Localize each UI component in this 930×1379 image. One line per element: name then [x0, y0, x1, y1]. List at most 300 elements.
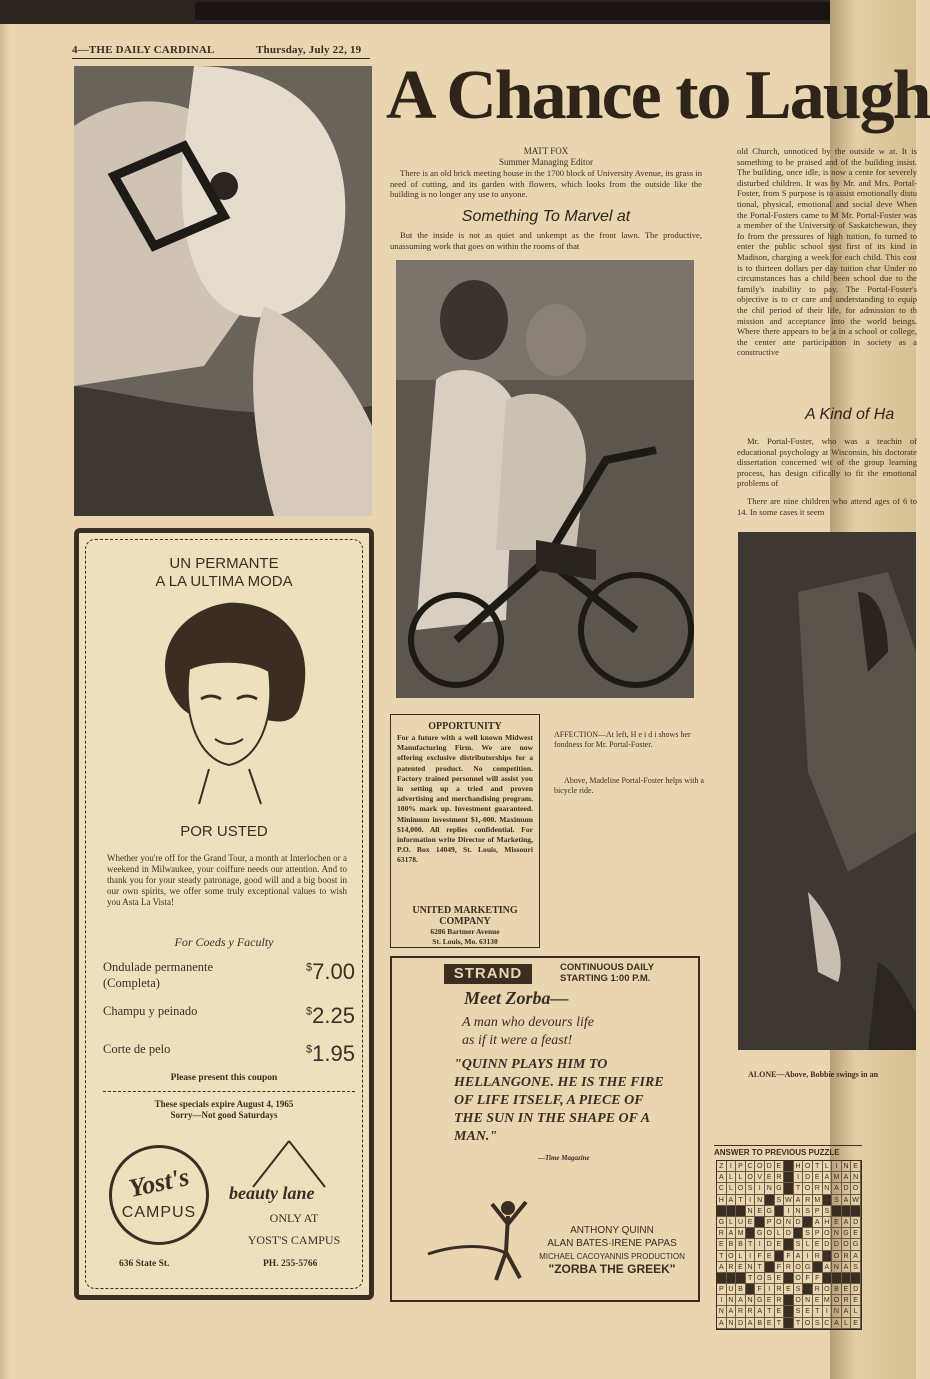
article-headline: A Chance to Laugh: [386, 57, 930, 134]
puzzle-cell: D: [851, 1217, 861, 1228]
ad1-headline-line2: A LA ULTIMA MODA: [155, 573, 293, 590]
article-intro: There is an old brick meeting house in the 1700 block of University Avenue, its grass in need of cutting, and its garden with flowers, which looks from the outside like the building is no longer any use to anyone.: [390, 168, 702, 200]
puzzle-cell: [784, 1318, 794, 1329]
puzzle-cell: T: [746, 1273, 756, 1284]
puzzle-cell: S: [765, 1273, 775, 1284]
puzzle-cell: N: [727, 1295, 737, 1306]
puzzle-cell: I: [803, 1251, 813, 1262]
beauty-lane-triangle-icon: [249, 1139, 329, 1189]
puzzle-cell: A: [794, 1251, 804, 1262]
puzzle-cell: S: [794, 1284, 804, 1295]
puzzle-cell: O: [803, 1161, 813, 1172]
puzzle-cell: E: [775, 1161, 785, 1172]
puzzle-cell: [717, 1206, 727, 1217]
puzzle-cell: I: [727, 1161, 737, 1172]
ad1-headline: [79, 555, 369, 591]
price-label: Ondulade permanente (Completa): [103, 960, 214, 990]
puzzle-cell: G: [775, 1183, 785, 1194]
puzzle-cell: A: [832, 1183, 842, 1194]
puzzle-cell: S: [832, 1195, 842, 1206]
puzzle-cell: D: [823, 1239, 833, 1250]
puzzle-cell: L: [727, 1172, 737, 1183]
puzzle-cell: O: [823, 1228, 833, 1239]
puzzle-cell: A: [727, 1306, 737, 1317]
puzzle-cell: O: [832, 1251, 842, 1262]
puzzle-cell: E: [765, 1172, 775, 1183]
puzzle-cell: N: [746, 1262, 756, 1273]
puzzle-cell: D: [765, 1239, 775, 1250]
puzzle-cell: T: [813, 1306, 823, 1317]
puzzle-cell: R: [775, 1284, 785, 1295]
ad1-headline-line1: UN PERMANTE: [169, 555, 279, 572]
puzzle-cell: E: [851, 1228, 861, 1239]
puzzle-cell: N: [746, 1206, 756, 1217]
puzzle-cell: O: [794, 1273, 804, 1284]
puzzle-cell: A: [746, 1318, 756, 1329]
puzzle-cell: A: [727, 1228, 737, 1239]
puzzle-cell: F: [784, 1251, 794, 1262]
subhead-kind: A Kind of Ha: [805, 406, 895, 423]
puzzle-cell: [727, 1273, 737, 1284]
puzzle-cell: D: [842, 1183, 852, 1194]
puzzle-cell: E: [717, 1239, 727, 1250]
puzzle-cell: [784, 1239, 794, 1250]
puzzle-cell: [842, 1206, 852, 1217]
photo-swing: [738, 532, 916, 1050]
puzzle-cell: R: [813, 1284, 823, 1295]
opp-address: [391, 927, 539, 947]
puzzle-cell: S: [813, 1318, 823, 1329]
puzzle-cell: H: [794, 1161, 804, 1172]
puzzle-cell: E: [813, 1172, 823, 1183]
puzzle-cell: E: [813, 1295, 823, 1306]
opp-company: [391, 905, 539, 927]
puzzle-cell: A: [717, 1172, 727, 1183]
puzzle-cell: E: [775, 1306, 785, 1317]
crossword-grid: [716, 1160, 862, 1330]
photo-affection: [74, 66, 372, 516]
puzzle-cell: M: [832, 1172, 842, 1183]
puzzle-cell: F: [803, 1273, 813, 1284]
puzzle-cell: E: [765, 1251, 775, 1262]
puzzle-cell: F: [775, 1262, 785, 1273]
puzzle-cell: N: [832, 1306, 842, 1317]
puzzle-cell: R: [746, 1306, 756, 1317]
puzzle-cell: [775, 1251, 785, 1262]
expire-line1: These specials expire August 4, 1965: [154, 1099, 294, 1109]
puzzle-cell: E: [736, 1262, 746, 1273]
puzzle-cell: [765, 1195, 775, 1206]
puzzle-cell: D: [851, 1284, 861, 1295]
ad1-for-line: For Coeds y Faculty: [174, 935, 274, 949]
puzzle-cell: [832, 1206, 842, 1217]
issue-date: Thursday, July 22, 19: [256, 44, 362, 56]
puzzle-cell: N: [851, 1172, 861, 1183]
puzzle-cell: I: [755, 1183, 765, 1194]
coupon-divider: [103, 1091, 355, 1092]
strand-showtimes: [560, 962, 654, 984]
puzzle-cell: E: [851, 1161, 861, 1172]
puzzle-cell: V: [755, 1172, 765, 1183]
caption-affection: AFFECTION—At left, H e i d i shows her fondness for Mr. Portal-Foster.: [554, 730, 691, 749]
puzzle-cell: I: [755, 1239, 765, 1250]
puzzle-cell: E: [746, 1217, 756, 1228]
puzzle-cell: E: [851, 1295, 861, 1306]
puzzle-cell: [823, 1251, 833, 1262]
puzzle-cell: N: [717, 1306, 727, 1317]
price-label: Champu y peinado: [103, 1004, 198, 1018]
puzzle-cell: [784, 1306, 794, 1317]
puzzle-cell: I: [823, 1306, 833, 1317]
puzzle-cell: R: [736, 1306, 746, 1317]
puzzle-cell: D: [784, 1228, 794, 1239]
opp-address-line2: St. Louis, Mo. 63130: [432, 937, 498, 946]
puzzle-cell: [832, 1273, 842, 1284]
puzzle-cell: R: [775, 1295, 785, 1306]
puzzle-cell: E: [775, 1239, 785, 1250]
price-value: $1.95: [306, 1041, 355, 1066]
puzzle-cell: L: [727, 1183, 737, 1194]
puzzle-cell: U: [736, 1217, 746, 1228]
puzzle-cell: [784, 1183, 794, 1194]
puzzle-cell: L: [851, 1306, 861, 1317]
puzzle-cell: R: [717, 1228, 727, 1239]
puzzle-title: ANSWER TO PREVIOUS PUZZLE: [714, 1145, 862, 1157]
puzzle-cell: S: [794, 1239, 804, 1250]
puzzle-cell: [727, 1206, 737, 1217]
puzzle-cell: R: [803, 1195, 813, 1206]
ad-strand-zorba: [390, 956, 700, 1302]
puzzle-cell: L: [803, 1239, 813, 1250]
byline-name: MATT FOX: [523, 146, 569, 156]
strand-tagline-line1: A man who devours life: [462, 1015, 594, 1030]
puzzle-cell: R: [842, 1295, 852, 1306]
puzzle-cell: A: [717, 1262, 727, 1273]
caption-alone: ALONE—Above, Bobbie swings in an: [748, 1070, 879, 1079]
opp-text: For a future with a well known Midwest Manufacturing Firm. We are now offering exclusive distributorships for a patented product. No competition. Factory trained personnel will assist you in setting up a tried and proven advertising and merchandising program. 100% mark up. Investment guaranteed. Minimum investment $1,-000. Maximum $14,000. All replies confidential. For information write Director of Marketing, P.O. Box 14049, St. Louis, Missouri 63178.: [397, 733, 533, 865]
puzzle-cell: I: [717, 1295, 727, 1306]
puzzle-cell: G: [803, 1262, 813, 1273]
puzzle-cell: N: [823, 1183, 833, 1194]
puzzle-cell: [736, 1206, 746, 1217]
puzzle-cell: E: [765, 1295, 775, 1306]
strand-quote: "QUINN PLAYS HIM TO HELLANGONE. HE IS THE FIRE OF LIFE ITSELF, A PIECE OF THE SUN IN THE SHAPE OF A MAN.": [454, 1057, 664, 1144]
strand-showtimes-line1: CONTINUOUS DAILY: [560, 962, 655, 973]
puzzle-cell: A: [851, 1251, 861, 1262]
puzzle-cell: I: [784, 1206, 794, 1217]
puzzle-cell: P: [765, 1217, 775, 1228]
puzzle-cell: [784, 1161, 794, 1172]
puzzle-cell: [851, 1206, 861, 1217]
strand-meet: Meet Zorba—: [464, 988, 569, 1008]
puzzle-cell: O: [775, 1217, 785, 1228]
article-para2: But the inside is not as quiet and unkempt as the front lawn. The productive, unassuming work that goes on within the rooms of that: [390, 230, 702, 251]
puzzle-cell: B: [736, 1239, 746, 1250]
opp-company-line1: UNITED MARKETING: [412, 905, 518, 916]
puzzle-cell: [765, 1262, 775, 1273]
puzzle-cell: [813, 1262, 823, 1273]
puzzle-cell: [736, 1273, 746, 1284]
movie-title: "ZORBA THE GREEK": [548, 1262, 676, 1276]
puzzle-cell: E: [755, 1206, 765, 1217]
puzzle-cell: S: [775, 1195, 785, 1206]
puzzle-cell: A: [755, 1306, 765, 1317]
puzzle-cell: O: [755, 1161, 765, 1172]
only-at: ONLY AT: [269, 1211, 319, 1225]
puzzle-cell: F: [755, 1251, 765, 1262]
puzzle-cell: R: [813, 1183, 823, 1194]
puzzle-cell: S: [803, 1228, 813, 1239]
opp-title: OPPORTUNITY: [428, 721, 502, 732]
ad1-phone: PH. 255-5766: [263, 1259, 318, 1269]
puzzle-cell: N: [755, 1195, 765, 1206]
puzzle-cell: T: [746, 1239, 756, 1250]
cast-line1: ANTHONY QUINN: [570, 1225, 654, 1236]
puzzle-cell: N: [746, 1295, 756, 1306]
ad-opportunity: [390, 714, 540, 948]
puzzle-cell: N: [832, 1228, 842, 1239]
puzzle-cell: A: [832, 1318, 842, 1329]
puzzle-cell: S: [794, 1306, 804, 1317]
strand-logo: STRAND: [444, 964, 532, 984]
puzzle-cell: N: [784, 1217, 794, 1228]
puzzle-cell: B: [755, 1318, 765, 1329]
puzzle-cell: [784, 1295, 794, 1306]
dancer-illustration: [428, 1194, 538, 1284]
puzzle-cell: E: [775, 1273, 785, 1284]
puzzle-cell: E: [851, 1318, 861, 1329]
puzzle-cell: S: [803, 1206, 813, 1217]
puzzle-cell: E: [784, 1284, 794, 1295]
puzzle-cell: O: [746, 1172, 756, 1183]
yosts-campus-text: YOST'S CAMPUS: [247, 1233, 341, 1247]
ad-yosts-permanente: [74, 528, 374, 1300]
puzzle-cell: R: [727, 1262, 737, 1273]
opp-address-line1: 6286 Bartmer Avenue: [430, 927, 500, 936]
puzzle-cell: G: [717, 1217, 727, 1228]
byline: [390, 146, 702, 168]
strand-credits: [532, 1224, 692, 1276]
byline-title: Summer Managing Editor: [499, 157, 593, 167]
puzzle-cell: A: [823, 1262, 833, 1273]
puzzle-cell: H: [717, 1195, 727, 1206]
puzzle-cell: [746, 1228, 756, 1239]
puzzle-cell: [823, 1195, 833, 1206]
binder-top: [0, 0, 916, 24]
puzzle-cell: T: [765, 1306, 775, 1317]
puzzle-cell: O: [842, 1239, 852, 1250]
coupon-note: Please present this coupon: [170, 1073, 278, 1083]
puzzle-cell: D: [803, 1172, 813, 1183]
puzzle-cell: F: [755, 1284, 765, 1295]
opp-company-line2: COMPANY: [439, 916, 491, 927]
puzzle-cell: T: [813, 1161, 823, 1172]
puzzle-cell: O: [832, 1295, 842, 1306]
puzzle-cell: O: [736, 1183, 746, 1194]
puzzle-cell: T: [755, 1262, 765, 1273]
puzzle-cell: G: [765, 1206, 775, 1217]
puzzle-cell: R: [813, 1251, 823, 1262]
puzzle-cell: P: [813, 1228, 823, 1239]
puzzle-cell: G: [842, 1228, 852, 1239]
header-rule: [72, 58, 370, 59]
puzzle-cell: [842, 1273, 852, 1284]
puzzle-cell: O: [851, 1183, 861, 1194]
puzzle-cell: I: [765, 1284, 775, 1295]
puzzle-cell: N: [803, 1295, 813, 1306]
puzzle-cell: R: [784, 1262, 794, 1273]
puzzle-cell: A: [813, 1217, 823, 1228]
puzzle-cell: O: [765, 1228, 775, 1239]
puzzle-cell: M: [736, 1228, 746, 1239]
puzzle-cell: A: [842, 1195, 852, 1206]
puzzle-cell: [803, 1284, 813, 1295]
page-folio: 4—THE DAILY CARDINAL: [72, 44, 215, 56]
cast-line2: ALAN BATES·IRENE PAPAS: [547, 1238, 677, 1249]
puzzle-cell: T: [717, 1251, 727, 1262]
puzzle-cell: A: [842, 1217, 852, 1228]
puzzle-cell: B: [736, 1284, 746, 1295]
puzzle-cell: A: [727, 1195, 737, 1206]
puzzle-cell: G: [755, 1228, 765, 1239]
puzzle-cell: B: [832, 1284, 842, 1295]
strand-source: —Time Magazine: [538, 1154, 590, 1162]
puzzle-cell: D: [736, 1318, 746, 1329]
puzzle-cell: F: [813, 1273, 823, 1284]
logo-campus: CAMPUS: [121, 1204, 197, 1221]
puzzle-cell: A: [823, 1172, 833, 1183]
puzzle-cell: G: [755, 1295, 765, 1306]
puzzle-cell: O: [727, 1251, 737, 1262]
puzzle-cell: [784, 1273, 794, 1284]
puzzle-cell: W: [851, 1195, 861, 1206]
puzzle-cell: O: [823, 1284, 833, 1295]
puzzle-cell: M: [813, 1195, 823, 1206]
puzzle-cell: L: [736, 1172, 746, 1183]
puzzle-cell: T: [775, 1318, 785, 1329]
puzzle-cell: H: [823, 1217, 833, 1228]
puzzle-cell: I: [746, 1195, 756, 1206]
puzzle-cell: W: [784, 1195, 794, 1206]
puzzle-cell: [851, 1273, 861, 1284]
puzzle-cell: P: [717, 1284, 727, 1295]
puzzle-cell: G: [851, 1239, 861, 1250]
puzzle-cell: E: [842, 1284, 852, 1295]
puzzle-cell: L: [736, 1251, 746, 1262]
puzzle-cell: [784, 1172, 794, 1183]
puzzle-cell: C: [746, 1161, 756, 1172]
strand-tagline-line2: as if it were a feast!: [462, 1033, 573, 1048]
puzzle-cell: [755, 1217, 765, 1228]
price-row-corte: [103, 1041, 355, 1069]
puzzle-cell: M: [823, 1295, 833, 1306]
puzzle-cell: N: [765, 1183, 775, 1194]
puzzle-cell: P: [813, 1206, 823, 1217]
puzzle-cell: A: [794, 1195, 804, 1206]
puzzle-cell: L: [823, 1161, 833, 1172]
puzzle-cell: O: [803, 1318, 813, 1329]
ad1-address: 636 State St.: [119, 1259, 170, 1269]
puzzle-cell: I: [746, 1251, 756, 1262]
puzzle-cell: A: [717, 1318, 727, 1329]
puzzle-cell: S: [746, 1183, 756, 1194]
puzzle-cell: E: [832, 1217, 842, 1228]
article-col3-b: Mr. Portal-Foster, who was a teachin of educational psychology at Wisconsin, his doctorate dissertation concerned wit of the group learning process, has design cifically to fit the emotional problems of: [737, 436, 917, 489]
puzzle-cell: [717, 1273, 727, 1284]
puzzle-cell: T: [794, 1183, 804, 1194]
puzzle-cell: E: [765, 1318, 775, 1329]
puzzle-cell: I: [832, 1161, 842, 1172]
puzzle-cell: D: [794, 1217, 804, 1228]
puzzle-cell: A: [842, 1172, 852, 1183]
puzzle-cell: [775, 1206, 785, 1217]
puzzle-cell: [803, 1217, 813, 1228]
puzzle-cell: D: [832, 1239, 842, 1250]
production-line: MICHAEL CACOYANNIS PRODUCTION: [539, 1252, 685, 1261]
price-value: $2.25: [306, 1003, 355, 1028]
puzzle-cell: [746, 1284, 756, 1295]
puzzle-cell: D: [765, 1161, 775, 1172]
puzzle-cell: R: [842, 1251, 852, 1262]
woman-illustration: [149, 599, 309, 809]
puzzle-cell: B: [727, 1239, 737, 1250]
photo-bicycle: [396, 260, 694, 698]
puzzle-cell: S: [851, 1262, 861, 1273]
expire-note: [79, 1099, 369, 1121]
page-left-edge: [0, 24, 10, 1379]
puzzle-cell: A: [736, 1295, 746, 1306]
article-col3-c: There are nine children who attend ages of 6 to 14. In some cases it seem: [737, 496, 917, 517]
puzzle-cell: I: [794, 1172, 804, 1183]
caption-above: Above, Madeline Portal-Foster helps with a bicycle ride.: [554, 776, 704, 795]
puzzle-cell: P: [736, 1161, 746, 1172]
puzzle-cell: A: [842, 1306, 852, 1317]
puzzle-cell: L: [775, 1228, 785, 1239]
ad1-subhead: POR USTED: [180, 823, 268, 840]
puzzle-cell: U: [727, 1284, 737, 1295]
expire-line2: Sorry—Not good Saturdays: [170, 1110, 278, 1120]
beauty-lane-logo: beauty lane: [229, 1183, 315, 1203]
puzzle-cell: Z: [717, 1161, 727, 1172]
price-row-permanente: [103, 959, 355, 993]
ad1-text: Whether you're off for the Grand Tour, a month at Interlochen or a weekend in Milwaukee, your coiffure needs our attention. And to thank you for your steady patronage, good will and a big boost in our own spirits, we offer some truly exceptional values to wish you Asta La Vista!: [107, 853, 347, 907]
puzzle-cell: O: [794, 1262, 804, 1273]
puzzle-cell: T: [736, 1195, 746, 1206]
yosts-campus-logo: [109, 1145, 209, 1245]
price-value: $7.00: [306, 959, 355, 984]
puzzle-cell: [794, 1228, 804, 1239]
puzzle-cell: R: [775, 1172, 785, 1183]
logo-script: Yost's: [126, 1162, 192, 1204]
puzzle-cell: N: [842, 1161, 852, 1172]
article-col3: old Church, unnoticed by the outside w at. It is something to be praised and of the building insist. The building, once idle, is now a cente for severely disturbed children. It was by Mr. and Mrs. Portal-Foster, from S purpose is to assist emotionally distu tional, physical, emotional and social deve When the Portal-Fosters came to M Mr. Portal-Foster was a member of the University of Saskatchewan, they fo from the pressures of high tuition, fo turned to enter the public school syst first of its kind in Madison, charging a week for each child. This cost is to thirteen dollars per day tuition char Under no circumstances has a child been school due to the family's inability to pay. The Portal-Foster's objective is to cr care and understanding to equip the chil period of their life, for admission to th mission and acceptance into the world beings. Where there appears to be a in a school or college, the center atte participation in society as a constructive: [737, 146, 917, 358]
strand-tagline: [462, 1014, 594, 1050]
puzzle-cell: S: [823, 1206, 833, 1217]
strand-showtimes-line2: STARTING 1:00 P.M.: [560, 973, 651, 984]
puzzle-cell: C: [717, 1183, 727, 1194]
puzzle-cell: T: [794, 1318, 804, 1329]
puzzle-cell: O: [803, 1183, 813, 1194]
puzzle-cell: N: [832, 1262, 842, 1273]
puzzle-cell: N: [727, 1318, 737, 1329]
puzzle-cell: A: [842, 1262, 852, 1273]
puzzle-cell: O: [794, 1295, 804, 1306]
puzzle-cell: N: [794, 1206, 804, 1217]
puzzle-cell: L: [727, 1217, 737, 1228]
puzzle-cell: [823, 1273, 833, 1284]
price-row-champu: [103, 1003, 355, 1031]
subhead-marvel: Something To Marvel at: [461, 208, 631, 225]
